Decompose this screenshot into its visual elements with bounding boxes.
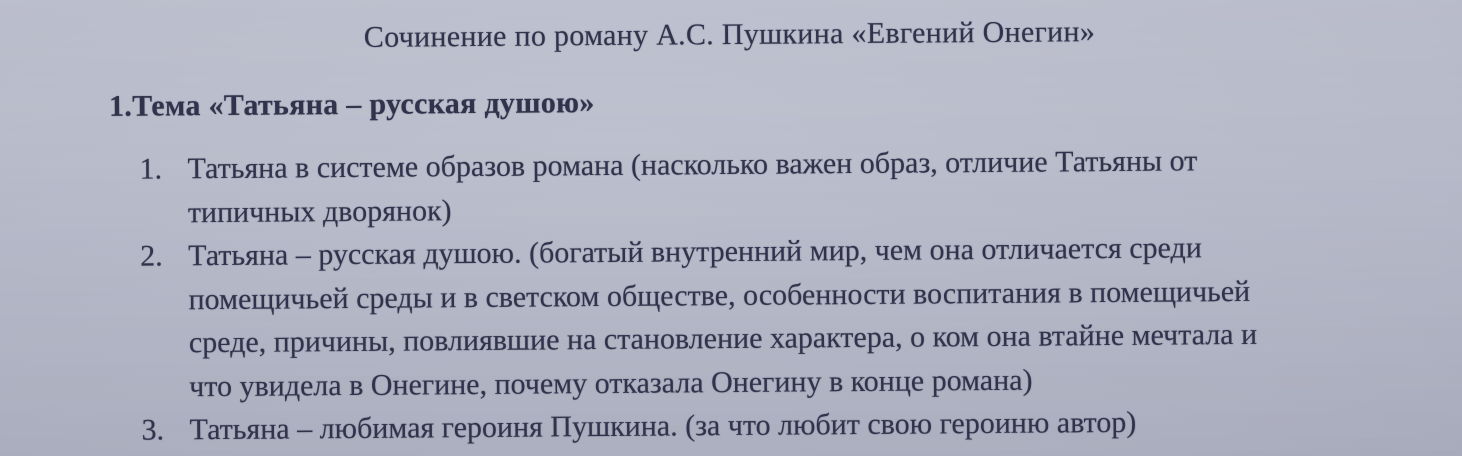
list-item-number: 3. [141,413,165,447]
list-item-text: Татьяна в системе образов романа (насколько важен образ, отличие Татьяны от типичных дворянок) [187,144,1198,229]
list-item [139,137,1462,234]
list-item [140,224,1462,408]
document-title: Сочинение по роману А.С. Пушкина «Евгений Онегин» [363,15,1096,54]
list-item-number: 1. [139,152,163,186]
section-heading: 1.Тема «Татьяна – русская душою» [108,86,595,123]
list-item-text: Татьяна – русская душою. (богатый внутренний мир, чем она отличается среди помещичьей среды и в светском обществе, особенности воспитания в помещичьей среде, причины, повлиявшие на становление характера, о ком она втайне мечтала и что увидела в Онегине, почему отказала Онегину в конце романа) [188,231,1258,403]
outline-list [0,137,1462,453]
list-item-text: Татьяна – любимая героиня Пушкина. (за что любит свою героиню автор) [189,405,1137,447]
list-item [141,398,1462,452]
list-item-number: 2. [140,239,163,273]
